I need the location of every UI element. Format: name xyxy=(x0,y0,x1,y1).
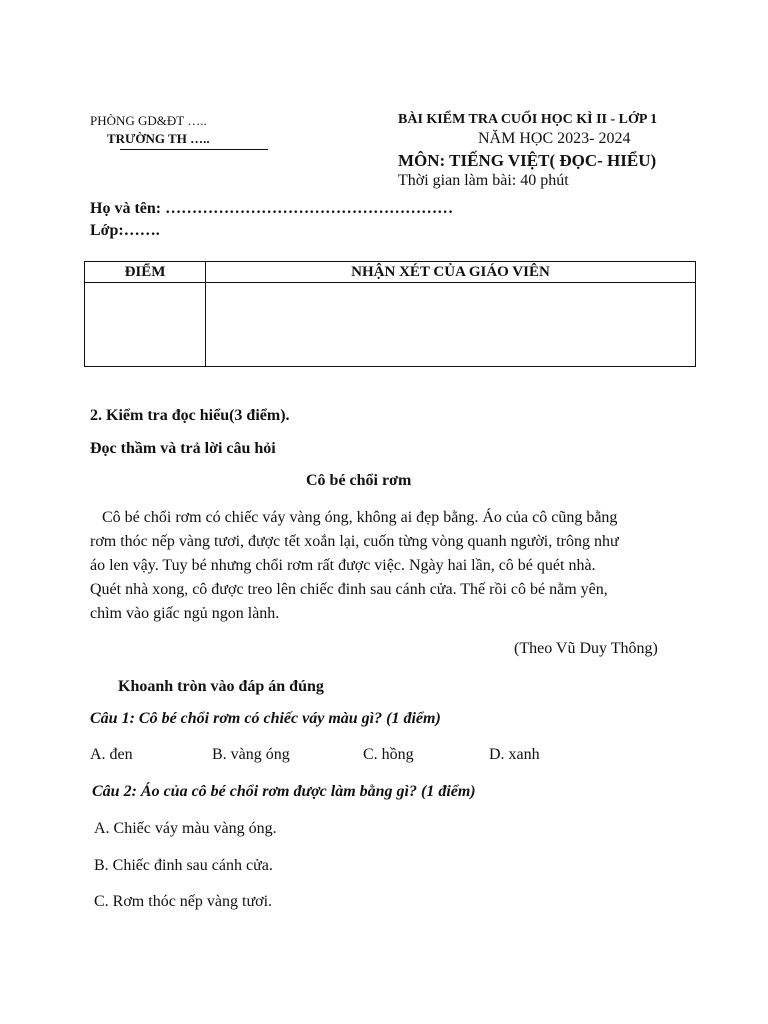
q1-option-c[interactable]: C. hồng xyxy=(363,746,414,763)
exam-title: BÀI KIỂM TRA CUỐI HỌC KÌ II - LỚP 1 xyxy=(398,112,658,127)
passage-line: chìm vào giấc ngủ ngon lành. xyxy=(90,605,280,622)
department-label: PHÒNG GD&ĐT ….. xyxy=(90,113,207,128)
school-label: TRƯỜNG TH ….. xyxy=(107,131,210,146)
q2-option-a[interactable]: A. Chiếc váy màu vàng óng. xyxy=(94,820,277,837)
passage-line: rơm thóc nếp vàng tươi, được tết xoắn lại, cuốn từng vòng quanh người, trông như xyxy=(90,533,619,550)
reading-instruction: Đọc thầm và trả lời câu hỏi xyxy=(90,440,276,457)
q1-option-d[interactable]: D. xanh xyxy=(489,746,540,763)
grade-table xyxy=(84,261,696,367)
section-title: 2. Kiểm tra đọc hiểu(3 điểm). xyxy=(90,407,290,424)
comment-cell[interactable] xyxy=(206,283,696,367)
reading-passage xyxy=(90,506,680,626)
comment-column-header: NHẬN XÉT CỦA GIÁO VIÊN xyxy=(206,262,696,283)
passage-line: áo len vậy. Tuy bé nhưng chổi rơm rất được việc. Ngày hai lần, cô bé quét nhà. xyxy=(90,557,596,574)
q2-option-c[interactable]: C. Rơm thóc nếp vàng tươi. xyxy=(94,893,273,910)
question-1: Câu 1: Cô bé chổi rơm có chiếc váy màu gì? (1 điểm) xyxy=(90,710,441,727)
q1-option-b[interactable]: B. vàng óng xyxy=(212,746,290,763)
passage-line: Cô bé chổi rơm có chiếc váy vàng óng, không ai đẹp bằng. Áo của cô cũng bằng xyxy=(90,509,618,526)
task-instruction: Khoanh tròn vào đáp án đúng xyxy=(118,678,324,695)
story-title: Cô bé chổi rơm xyxy=(306,472,412,489)
school-year: NĂM HỌC 2023- 2024 xyxy=(478,130,631,147)
score-column-header: ĐIỂM xyxy=(85,262,206,283)
grade-table-header xyxy=(85,262,696,283)
score-cell[interactable] xyxy=(85,283,206,367)
student-name-field[interactable]: Họ và tên: ……………………………………………… xyxy=(90,200,454,217)
subject-title: MÔN: TIẾNG VIỆT( ĐỌC- HIỂU) xyxy=(398,151,657,170)
duration-label: Thời gian làm bài: 40 phút xyxy=(398,172,569,189)
question-2: Câu 2: Áo của cô bé chổi rơm được làm bằng gì? (1 điểm) xyxy=(92,783,476,800)
passage-source: (Theo Vũ Duy Thông) xyxy=(514,640,658,657)
student-class-field[interactable]: Lớp:……. xyxy=(90,222,160,239)
passage-line: Quét nhà xong, cô được treo lên chiếc đinh sau cánh cửa. Thế rồi cô bé nằm yên, xyxy=(90,581,608,598)
grade-table-row xyxy=(85,283,696,367)
q2-option-b[interactable]: B. Chiếc đinh sau cánh cửa. xyxy=(94,857,273,874)
header-divider xyxy=(120,149,268,150)
q1-option-a[interactable]: A. đen xyxy=(90,746,133,763)
